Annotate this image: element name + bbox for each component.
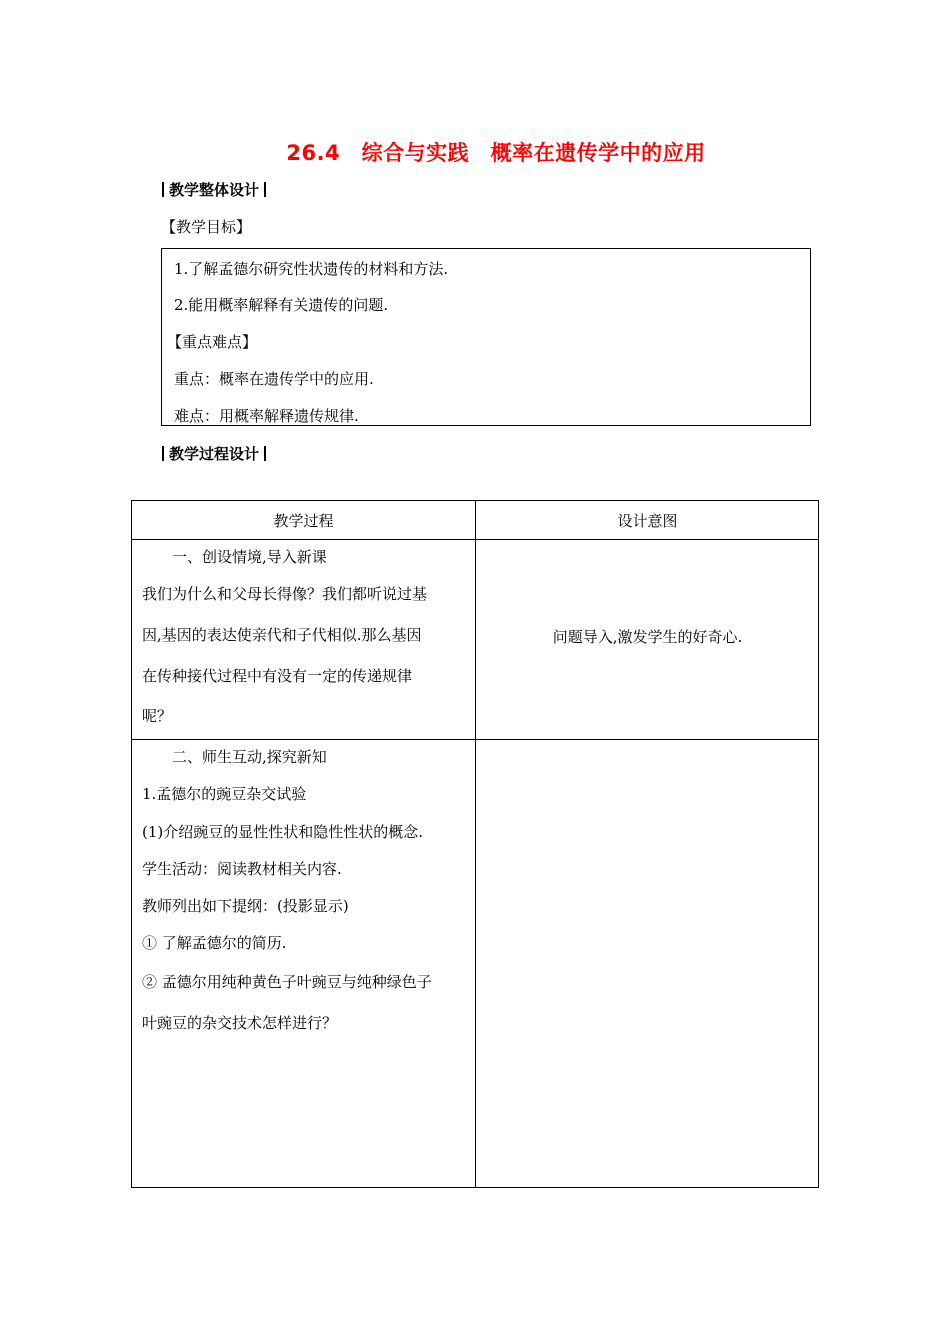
row2-line-5: 教师列出如下提纲：(投影显示) xyxy=(142,897,349,915)
header-design-intent: 设计意图 xyxy=(617,512,678,530)
objectives-box xyxy=(161,248,811,426)
row2-line-4: 学生活动：阅读教材相关内容. xyxy=(142,860,342,878)
row-divider xyxy=(132,739,818,740)
row2-line-8: 叶豌豆的杂交技术怎样进行？ xyxy=(142,1014,338,1032)
column-divider xyxy=(475,501,476,1187)
heading-bar-left xyxy=(162,182,164,197)
row1-line-5: 呢？ xyxy=(142,707,173,725)
row1-line-2: 我们为什么和父母长得像？我们都听说过基 xyxy=(142,585,428,603)
row2-line-6: ① 了解孟德尔的简历. xyxy=(142,934,287,952)
row2-line-7: ② 孟德尔用纯种黄色子叶豌豆与纯种绿色子 xyxy=(142,973,432,991)
page-title: 26.4 综合与实践 概率在遗传学中的应用 xyxy=(286,141,706,165)
objective-2: 2.能用概率解释有关遗传的问题. xyxy=(174,296,389,314)
header-row-divider xyxy=(132,539,818,540)
heading-bar-right xyxy=(264,446,266,461)
key-points-heading: 【重点难点】 xyxy=(167,333,258,351)
overall-design-heading xyxy=(157,179,271,200)
overall-design-heading-text: 教学整体设计 xyxy=(169,181,260,199)
row2-line-1: 二、师生互动,探究新知 xyxy=(172,748,327,766)
row1-line-3: 因,基因的表达使亲代和子代相似.那么基因 xyxy=(142,626,422,644)
process-design-heading-text: 教学过程设计 xyxy=(169,445,260,463)
heading-bar-right xyxy=(264,182,266,197)
row1-line-1: 一、创设情境,导入新课 xyxy=(172,548,327,566)
row2-line-3: (1)介绍豌豆的显性性状和隐性性状的概念. xyxy=(142,823,424,841)
row1-design-intent: 问题导入,激发学生的好奇心. xyxy=(552,628,743,646)
difficult-point: 难点：用概率解释遗传规律. xyxy=(174,407,359,425)
row1-line-4: 在传种接代过程中有没有一定的传递规律 xyxy=(142,667,413,685)
teaching-process-table xyxy=(131,500,819,1188)
process-design-heading xyxy=(157,443,271,464)
objective-1: 1.了解孟德尔研究性状遗传的材料和方法. xyxy=(174,260,449,278)
header-teaching-process: 教学过程 xyxy=(273,512,334,530)
row2-line-2: 1.孟德尔的豌豆杂交试验 xyxy=(142,785,307,803)
key-point: 重点：概率在遗传学中的应用. xyxy=(174,370,374,388)
objectives-heading: 【教学目标】 xyxy=(161,218,252,236)
heading-bar-left xyxy=(162,446,164,461)
